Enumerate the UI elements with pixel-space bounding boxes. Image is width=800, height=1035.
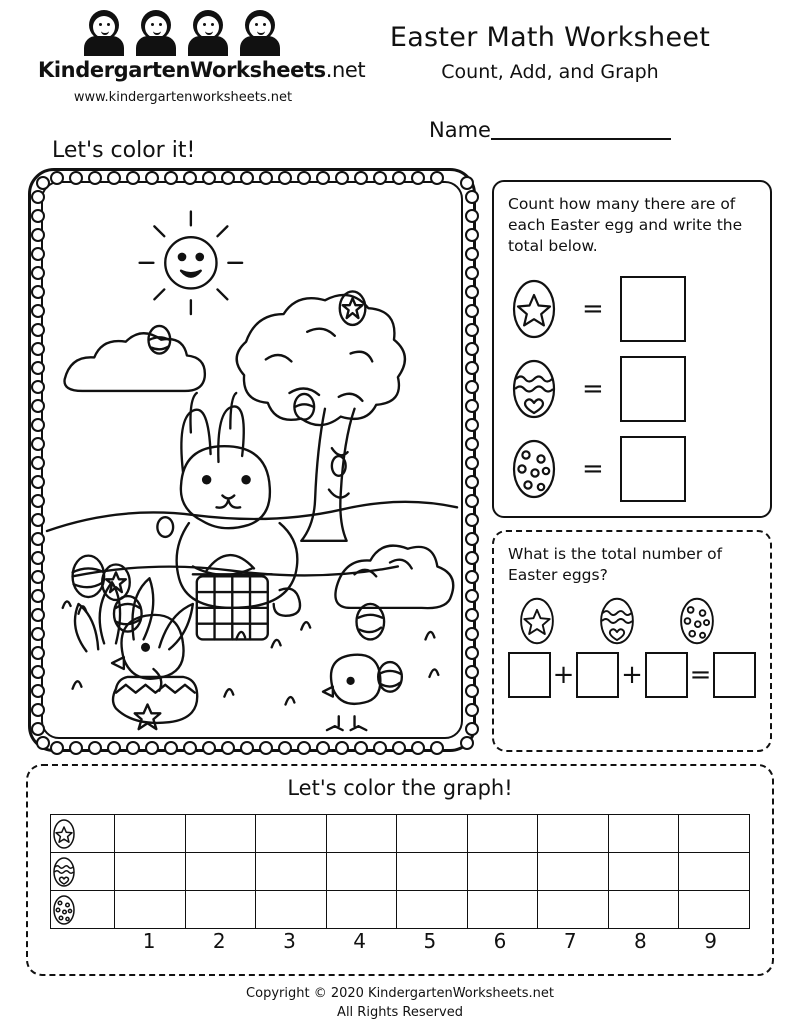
graph-cell[interactable] — [467, 853, 538, 891]
dots-egg-icon — [676, 594, 718, 648]
scallop-decoration — [316, 171, 330, 185]
dots-egg-icon — [508, 435, 560, 503]
scallop-decoration — [183, 741, 197, 755]
graph-cell[interactable] — [326, 891, 397, 929]
scallop-decoration — [465, 247, 479, 261]
scallop-decoration — [126, 741, 140, 755]
graph-row-label — [51, 853, 115, 891]
star-egg-icon — [516, 594, 558, 648]
scallop-decoration — [240, 741, 254, 755]
scallop-decoration — [31, 456, 45, 470]
graph-column-label: 5 — [423, 929, 437, 953]
graph-column-label: 1 — [142, 929, 156, 953]
copyright-text: Copyright © 2020 KindergartenWorksheets.net — [246, 986, 554, 1001]
scallop-decoration — [465, 627, 479, 641]
graph-cell[interactable] — [185, 853, 256, 891]
equals-sign: = — [582, 454, 604, 484]
scallop-decoration — [297, 741, 311, 755]
scallop-decoration — [465, 513, 479, 527]
count-row — [508, 269, 756, 349]
graph-cell[interactable] — [326, 853, 397, 891]
graph-title: Let's color the graph! — [287, 776, 513, 800]
equals-sign: = — [582, 294, 604, 324]
scallop-decoration — [430, 741, 444, 755]
scallop-decoration — [31, 247, 45, 261]
scallop-decoration — [297, 171, 311, 185]
graph-cell[interactable] — [115, 891, 186, 929]
scallop-decoration — [465, 285, 479, 299]
scallop-decoration — [259, 741, 273, 755]
scallop-decoration — [392, 171, 406, 185]
scallop-decoration — [465, 684, 479, 698]
scallop-decoration — [465, 323, 479, 337]
name-label: Name — [429, 118, 491, 142]
graph-column-label: 6 — [493, 929, 507, 953]
scallop-decoration — [31, 304, 45, 318]
page-title: Easter Math Worksheet — [389, 22, 711, 53]
star-egg-icon — [51, 817, 77, 851]
scallop-decoration — [31, 190, 45, 204]
addend-input-1[interactable] — [508, 652, 551, 698]
graph-column-label: 4 — [353, 929, 367, 953]
scallop-decoration — [335, 741, 349, 755]
scallop-decoration — [465, 722, 479, 736]
plus-sign: + — [621, 660, 643, 690]
scallop-decoration — [465, 399, 479, 413]
scallop-decoration — [88, 171, 102, 185]
scallop-decoration — [465, 304, 479, 318]
graph-column-label: 8 — [634, 929, 647, 953]
count-answer-input[interactable] — [620, 436, 686, 502]
scallop-decoration — [31, 551, 45, 565]
total-answer-input[interactable] — [713, 652, 756, 698]
graph-column-label: 3 — [283, 929, 296, 953]
graph-cell[interactable] — [397, 853, 468, 891]
scallop-decoration — [107, 741, 121, 755]
graph-column-label: 7 — [563, 929, 577, 953]
scallop-decoration — [31, 361, 45, 375]
scallop-decoration — [31, 418, 45, 432]
scallop-decoration — [465, 475, 479, 489]
scallop-decoration — [202, 171, 216, 185]
page-footer — [0, 984, 800, 1022]
scallop-decoration — [31, 494, 45, 508]
scallop-decoration — [335, 171, 349, 185]
scallop-decoration — [373, 741, 387, 755]
table-row[interactable] — [51, 853, 750, 891]
total-question: What is the total number of Easter eggs? — [508, 545, 723, 584]
graph-cell[interactable] — [256, 815, 327, 853]
graph-cell[interactable] — [115, 853, 186, 891]
scallop-decoration — [221, 741, 235, 755]
scallop-decoration — [465, 456, 479, 470]
scallop-decoration — [31, 323, 45, 337]
graph-cell[interactable] — [538, 815, 609, 853]
total-eggs-section — [492, 530, 772, 752]
page-header — [0, 0, 800, 142]
scallop-decoration — [465, 703, 479, 717]
scallop-decoration — [31, 665, 45, 679]
table-row[interactable] — [51, 891, 750, 929]
rights-text: All Rights Reserved — [337, 1005, 463, 1020]
wave-heart-egg-icon — [508, 355, 560, 423]
logo-word-2: Worksheets — [190, 58, 326, 82]
scallop-decoration — [465, 418, 479, 432]
scallop-decoration — [31, 627, 45, 641]
scallop-decoration — [107, 171, 121, 185]
scallop-decoration — [31, 380, 45, 394]
easter-scene-illustration — [43, 183, 461, 737]
star-egg-icon — [508, 275, 560, 343]
graph-cell[interactable] — [185, 891, 256, 929]
graph-column-numbers — [50, 929, 750, 953]
scallop-decoration — [31, 703, 45, 717]
scallop-decoration — [465, 361, 479, 375]
name-field-row — [330, 118, 770, 142]
scallop-decoration — [354, 741, 368, 755]
count-rows — [508, 269, 756, 509]
scallop-decoration — [240, 171, 254, 185]
scallop-decoration — [36, 736, 50, 750]
scallop-decoration — [31, 209, 45, 223]
scallop-decoration — [31, 285, 45, 299]
scallop-decoration — [316, 741, 330, 755]
scallop-decoration — [465, 551, 479, 565]
equals-sign: = — [689, 660, 712, 690]
graph-cell[interactable] — [467, 815, 538, 853]
count-instructions: Count how many there are of each Easter egg and write the total below. — [508, 195, 743, 255]
scallop-decoration — [164, 741, 178, 755]
equals-sign: = — [582, 374, 604, 404]
scallop-decoration — [69, 171, 83, 185]
graph-cell[interactable] — [256, 891, 327, 929]
count-row — [508, 429, 756, 509]
logo-word-1: Kindergarten — [38, 58, 191, 82]
scallop-decoration — [465, 190, 479, 204]
graph-section — [26, 764, 774, 976]
scallop-decoration — [373, 171, 387, 185]
scallop-decoration — [164, 171, 178, 185]
graph-cell[interactable] — [467, 891, 538, 929]
scallop-decoration — [278, 741, 292, 755]
scallop-decoration — [221, 171, 235, 185]
graph-cell[interactable] — [608, 853, 679, 891]
graph-cell[interactable] — [397, 891, 468, 929]
table-row[interactable] — [51, 815, 750, 853]
scallop-decoration — [31, 475, 45, 489]
logo-word-3: .net — [325, 58, 366, 82]
graph-cell[interactable] — [679, 891, 750, 929]
graph-column-label: 2 — [212, 929, 226, 953]
scallop-decoration — [31, 342, 45, 356]
scallop-decoration — [465, 665, 479, 679]
dots-egg-icon — [51, 893, 77, 927]
scallop-decoration — [460, 736, 474, 750]
graph-table[interactable] — [50, 814, 750, 929]
scallop-decoration — [202, 741, 216, 755]
scallop-decoration — [31, 722, 45, 736]
graph-cell[interactable] — [326, 815, 397, 853]
wave-heart-egg-icon — [596, 594, 638, 648]
scallop-decoration — [465, 342, 479, 356]
graph-row-label — [51, 815, 115, 853]
total-egg-icons — [508, 594, 756, 648]
count-answer-input[interactable] — [620, 356, 686, 422]
scallop-decoration — [31, 532, 45, 546]
scallop-decoration — [50, 741, 64, 755]
kids-logo-icon — [58, 8, 308, 56]
scallop-decoration — [50, 171, 64, 185]
scallop-decoration — [460, 176, 474, 190]
scallop-decoration — [465, 266, 479, 280]
scallop-decoration — [31, 684, 45, 698]
logo-url: www.kindergartenworksheets.net — [73, 90, 293, 105]
graph-cell[interactable] — [538, 853, 609, 891]
scallop-decoration — [31, 266, 45, 280]
scallop-decoration — [354, 171, 368, 185]
scallop-decoration — [430, 171, 444, 185]
scallop-decoration — [31, 399, 45, 413]
graph-cell[interactable] — [608, 891, 679, 929]
addend-input-2[interactable] — [576, 652, 619, 698]
scallop-decoration — [465, 570, 479, 584]
total-sum-row — [508, 652, 756, 698]
page-subtitle: Count, Add, and Graph — [441, 61, 659, 83]
title-block — [330, 22, 770, 83]
scallop-decoration — [278, 171, 292, 185]
name-input[interactable] — [491, 118, 671, 140]
logo-wordmark — [38, 58, 366, 82]
graph-column-label: 9 — [704, 929, 717, 953]
scallop-decoration — [465, 646, 479, 660]
graph-cell[interactable] — [679, 815, 750, 853]
scallop-decoration — [183, 171, 197, 185]
graph-cell[interactable] — [397, 815, 468, 853]
scallop-decoration — [31, 513, 45, 527]
scallop-decoration — [392, 741, 406, 755]
scallop-decoration — [31, 570, 45, 584]
site-logo[interactable] — [38, 8, 366, 105]
scallop-decoration — [411, 171, 425, 185]
scallop-decoration — [69, 741, 83, 755]
scallop-decoration — [31, 437, 45, 451]
scallop-decoration — [465, 228, 479, 242]
graph-row-label — [51, 891, 115, 929]
coloring-heading: Let's color it! — [52, 138, 196, 163]
count-eggs-section — [492, 180, 772, 518]
scallop-decoration — [465, 494, 479, 508]
scallop-decoration — [145, 741, 159, 755]
scallop-decoration — [465, 532, 479, 546]
graph-cell[interactable] — [115, 815, 186, 853]
graph-cell[interactable] — [608, 815, 679, 853]
scallop-decoration — [465, 608, 479, 622]
count-answer-input[interactable] — [620, 276, 686, 342]
coloring-canvas[interactable] — [41, 181, 463, 739]
graph-cell[interactable] — [679, 853, 750, 891]
graph-cell[interactable] — [538, 891, 609, 929]
scallop-decoration — [465, 437, 479, 451]
scallop-decoration — [465, 380, 479, 394]
scallop-decoration — [31, 589, 45, 603]
wave-heart-egg-icon — [51, 855, 77, 889]
scallop-decoration — [31, 228, 45, 242]
count-row — [508, 349, 756, 429]
scallop-decoration — [88, 741, 102, 755]
coloring-frame — [28, 168, 476, 752]
scallop-decoration — [465, 209, 479, 223]
scallop-decoration — [145, 171, 159, 185]
graph-cell[interactable] — [256, 853, 327, 891]
scallop-decoration — [411, 741, 425, 755]
graph-cell[interactable] — [185, 815, 256, 853]
scallop-decoration — [31, 646, 45, 660]
plus-sign: + — [552, 660, 575, 690]
scallop-decoration — [36, 176, 50, 190]
addend-input-3[interactable] — [645, 652, 688, 698]
scallop-decoration — [465, 589, 479, 603]
scallop-decoration — [126, 171, 140, 185]
scallop-decoration — [259, 171, 273, 185]
scallop-decoration — [31, 608, 45, 622]
